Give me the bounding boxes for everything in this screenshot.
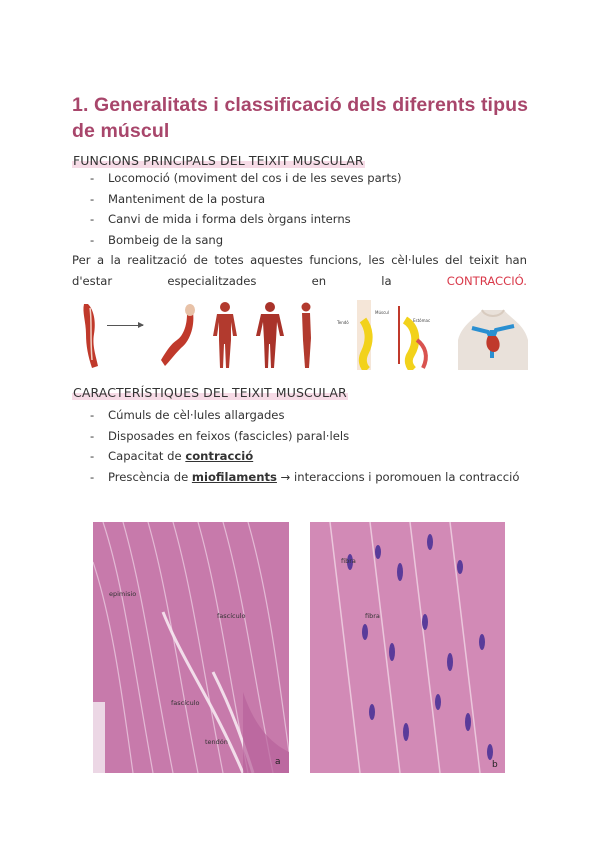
contraccio-term: contracció [185, 449, 254, 464]
list-item: - Locomoció (moviment del cos i de les seves parts) [90, 171, 402, 185]
muscular-body-front-illustration [205, 300, 245, 370]
panel-letter-b: b [492, 760, 498, 770]
list-item-text: Capacitat de [108, 449, 186, 464]
section-heading-functions: FUNCIONS PRINCIPALS DEL TEIXIT MUSCULAR [73, 153, 364, 168]
page-title: 1. Generalitats i classificació dels diferents tipus de múscul [72, 94, 529, 142]
arrow-right-icon [138, 322, 144, 328]
paragraph-word: d'estar [72, 274, 113, 288]
contraction-paragraph [72, 250, 527, 292]
flexed-arm-illustration [157, 300, 197, 370]
functions-list [90, 168, 402, 251]
tissue-longitudinal-image [93, 522, 289, 773]
miofilaments-term: miofilaments [191, 470, 277, 485]
list-item-text: Cúmuls de cèl·lules allargades [108, 408, 285, 422]
arm-muscle-illustration [78, 300, 108, 370]
micrograph-label: fibra [365, 612, 380, 620]
paragraph-word: especialitzades [167, 274, 257, 288]
section-heading-characteristics: CARACTERÍSTIQUES DEL TEIXIT MUSCULAR [73, 385, 347, 400]
list-item: - Disposades en feixos (fascicles) paral·lels [90, 428, 350, 443]
list-item: - Capacitat de contracció [90, 449, 254, 464]
diagram-label: Estómac [413, 318, 431, 323]
panel-letter-a: a [275, 757, 281, 767]
list-item: - Prescència de miofilaments → interaccions i poromouen la contracció [90, 470, 520, 485]
micrograph-label: fascículo [171, 699, 200, 707]
contraction-highlight: CONTRACCIÓ. [446, 274, 527, 288]
micrograph-b [310, 522, 505, 773]
diagram-label: Tendó [337, 320, 349, 325]
micrograph-label: tendón [205, 738, 228, 746]
list-item-text: Disposades en feixos (fascicles) paral·lels [108, 428, 350, 443]
list-item: - Canvi de mida i forma dels òrgans interns [90, 212, 351, 227]
list-item-text: Canvi de mida i forma dels òrgans interns [108, 212, 351, 227]
characteristics-list [90, 405, 528, 488]
list-item-text: → interaccions i poromouen la contracció [276, 470, 520, 485]
micrograph-label: epimisio [109, 590, 137, 598]
micrograph-label: fascículo [217, 612, 246, 620]
paragraph-line-2 [72, 271, 527, 292]
heart-circulation-illustration [458, 300, 528, 370]
paragraph-word: en [311, 274, 327, 288]
diagram-label: Múscul [375, 310, 389, 315]
list-item-text: Prescència de [108, 470, 192, 485]
list-item: - Bombeig de la sang [90, 233, 224, 248]
list-item-text: Bombeig de la sang [108, 233, 224, 248]
list-item-text: Manteniment de la postura [108, 191, 266, 206]
micrograph-a [93, 522, 289, 773]
list-item: - Manteniment de la postura [90, 191, 266, 206]
digestive-organs-diagram [335, 300, 435, 370]
paragraph-word: la [381, 274, 392, 288]
paragraph-line-1: Per a la realització de totes aquestes funcions, les cèl·lules del teixit han [72, 253, 527, 267]
muscular-body-side-illustration [296, 300, 316, 370]
micrograph-label: fibra [341, 557, 356, 565]
tissue-fibers-image [310, 522, 505, 773]
list-item-text: Locomoció (moviment del cos i de les seves parts) [108, 171, 402, 185]
list-item: - Cúmuls de cèl·lules allargades [90, 408, 285, 422]
muscular-body-back-illustration [250, 300, 290, 370]
